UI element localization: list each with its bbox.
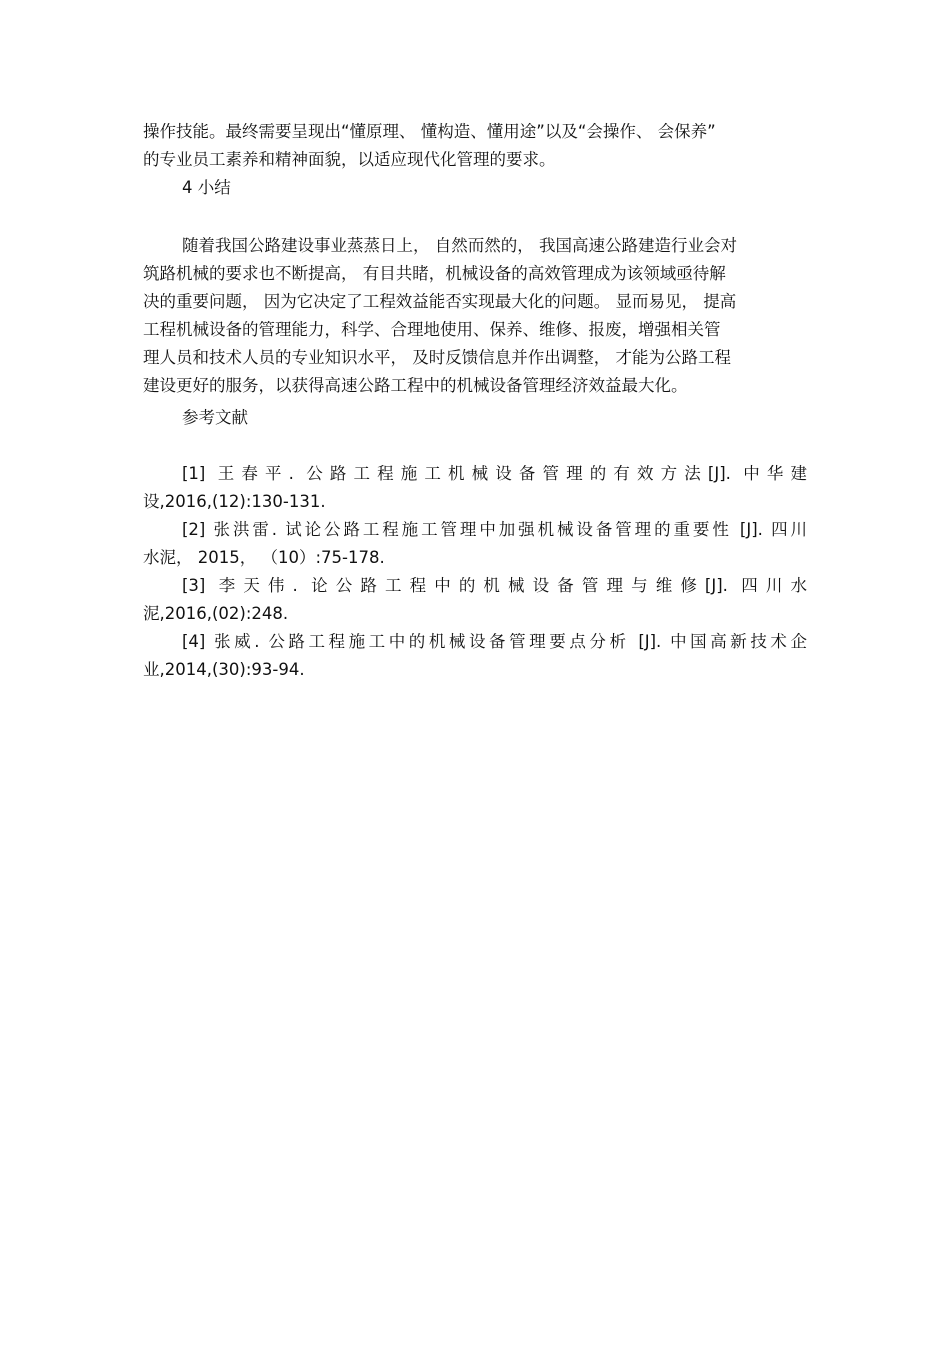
reference-list (143, 460, 807, 684)
paragraph-line: 决的重要问题， 因为它决定了工程效益能否实现最大化的问题。 显而易见， 提高 (143, 292, 737, 311)
paragraph-line: 工程机械设备的管理能力，科学、合理地使用、保养、维修、报废，增强相关管 (143, 320, 721, 339)
section-heading-references: 参考文献 (182, 408, 248, 427)
reference-line: 泥,2016,(02):248. (143, 604, 289, 623)
paragraph-line: 筑路机械的要求也不断提高， 有目共睹，机械设备的高效管理成为该领域亟待解 (143, 264, 726, 283)
section-heading-summary: 4 小结 (182, 178, 231, 197)
reference-line: [2] 张洪雷. 试论公路工程施工管理中加强机械设备管理的重要性 [J]. 四川 (182, 520, 807, 539)
paragraph-line: 理人员和技术人员的专业知识水平， 及时反馈信息并作出调整， 才能为公路工程 (143, 348, 731, 367)
reference-line: 业,2014,(30):93-94. (143, 660, 305, 679)
reference-line: [1] 王春平. 公路工程施工机械设备管理的有效方法[J]. 中华建 (182, 464, 807, 483)
reference-item (143, 628, 807, 684)
paragraph-line: 随着我国公路建设事业蒸蒸日上， 自然而然的， 我国高速公路建造行业会对 (182, 236, 737, 255)
paragraph-line: 建设更好的服务，以获得高速公路工程中的机械设备管理经济效益最大化。 (143, 376, 688, 395)
reference-line: 水泥， 2015， （10）:75-178. (143, 548, 385, 567)
reference-line: 设,2016,(12):130-131. (143, 492, 326, 511)
reference-line: [4] 张威. 公路工程施工中的机械设备管理要点分析 [J]. 中国高新技术企 (182, 632, 807, 651)
summary-paragraph (143, 232, 807, 400)
reference-item (143, 460, 807, 516)
continuation-paragraph (143, 118, 807, 174)
reference-item (143, 572, 807, 628)
paragraph-line: 的专业员工素养和精神面貌，以适应现代化管理的要求。 (143, 150, 556, 169)
reference-item (143, 516, 807, 572)
paragraph-line: 操作技能。最终需要呈现出“懂原理、 懂构造、懂用途”以及“会操作、 会保养” (143, 122, 716, 141)
reference-line: [3] 李天伟. 论公路工程中的机械设备管理与维修[J]. 四川水 (182, 576, 807, 595)
